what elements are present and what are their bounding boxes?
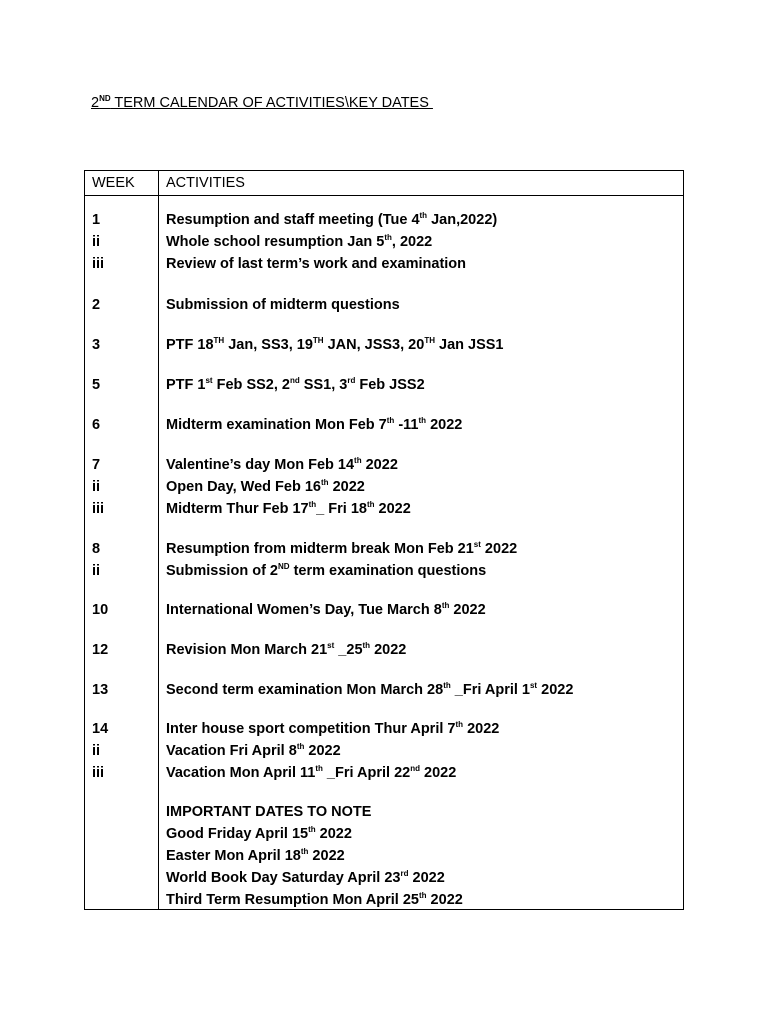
week-cell bbox=[92, 334, 152, 356]
ordinal-suffix: st bbox=[473, 540, 481, 550]
column-divider bbox=[158, 171, 159, 909]
activity-line bbox=[166, 294, 679, 316]
activities-cell bbox=[166, 679, 679, 701]
activity-text: Second term examination Mon March 28 bbox=[166, 682, 444, 698]
activity-text: 2022 bbox=[537, 682, 574, 698]
activities-cell bbox=[166, 334, 679, 356]
activity-text: 2022 bbox=[480, 541, 518, 557]
activity-text: _ Fri 18 bbox=[316, 501, 367, 517]
activities-cell bbox=[166, 718, 679, 784]
week-cell bbox=[92, 454, 152, 520]
activity-line bbox=[166, 498, 679, 520]
activity-text: 2022 bbox=[374, 501, 411, 517]
activities-cell bbox=[166, 374, 679, 396]
calendar-table bbox=[84, 170, 684, 910]
title-text: TERM CALENDAR OF ACTIVITIES\KEY DATES bbox=[110, 95, 433, 111]
ordinal-suffix: nd bbox=[289, 376, 300, 386]
activity-line bbox=[166, 231, 679, 253]
activities-cell bbox=[166, 801, 679, 911]
week-label: 13 bbox=[92, 682, 109, 698]
ordinal-suffix: th bbox=[300, 847, 309, 857]
ordinal-suffix: th bbox=[320, 478, 329, 488]
activity-line bbox=[166, 801, 679, 823]
activity-text: IMPORTANT DATES TO NOTE bbox=[166, 804, 372, 820]
activity-text: 2022 bbox=[426, 892, 463, 908]
ordinal-suffix: th bbox=[308, 825, 316, 835]
ordinal-suffix: th bbox=[315, 764, 323, 774]
activity-text: 2022 bbox=[315, 826, 352, 842]
ordinal-suffix: th bbox=[441, 601, 450, 611]
ordinal-suffix: th bbox=[443, 681, 451, 691]
activity-line bbox=[166, 740, 679, 762]
week-label: 5 bbox=[92, 377, 101, 393]
activities-cell bbox=[166, 538, 679, 582]
activity-text: _Fri April 1 bbox=[450, 682, 530, 698]
ordinal-suffix: th bbox=[308, 500, 317, 510]
activity-line bbox=[166, 679, 679, 701]
activity-text: 2022 bbox=[328, 479, 365, 495]
activity-text: International Women’s Day, Tue March 8 bbox=[166, 602, 442, 618]
ordinal-suffix: th bbox=[419, 211, 428, 221]
activity-text: term examination questions bbox=[289, 563, 487, 579]
activity-text: Inter house sport competition Thur April 7 bbox=[166, 721, 456, 737]
title-prefix: 2 bbox=[91, 95, 100, 111]
activity-text: 2022 bbox=[420, 765, 457, 781]
activity-line bbox=[166, 718, 679, 740]
week-cell bbox=[92, 538, 152, 582]
activities-cell bbox=[166, 209, 679, 275]
activity-text: Third Term Resumption Mon April 25 bbox=[166, 892, 419, 908]
week-label: iii bbox=[92, 501, 105, 517]
activity-text: SS1, 3 bbox=[299, 377, 348, 393]
activity-text: Submission of midterm questions bbox=[166, 297, 400, 313]
activity-text: Midterm examination Mon Feb 7 bbox=[166, 417, 387, 433]
activity-text: Resumption and staff meeting (Tue 4 bbox=[166, 212, 420, 228]
activity-text: -11 bbox=[394, 417, 419, 433]
activity-text: 2022 bbox=[408, 870, 445, 886]
activity-line bbox=[166, 599, 679, 621]
week-label: ii bbox=[92, 479, 101, 495]
activity-text: 2022 bbox=[426, 417, 463, 433]
activity-text: Vacation Mon April 11 bbox=[166, 765, 316, 781]
activity-text: 2022 bbox=[449, 602, 486, 618]
ordinal-suffix: TH bbox=[213, 336, 225, 346]
activity-line bbox=[166, 762, 679, 784]
ordinal-suffix: rd bbox=[347, 376, 356, 386]
activities-column-header: ACTIVITIES bbox=[166, 175, 245, 191]
ordinal-suffix: th bbox=[366, 500, 375, 510]
activity-text: Review of last term’s work and examination bbox=[166, 256, 467, 272]
ordinal-suffix: st bbox=[205, 376, 213, 386]
activity-line bbox=[166, 845, 679, 867]
activity-line bbox=[166, 889, 679, 911]
activity-text: , 2022 bbox=[391, 234, 433, 250]
activity-text: Resumption from midterm break Mon Feb 21 bbox=[166, 541, 474, 557]
activity-text: 2022 bbox=[370, 642, 407, 658]
ordinal-suffix: ND bbox=[278, 562, 290, 572]
ordinal-suffix: th bbox=[354, 456, 362, 466]
week-label: iii bbox=[92, 256, 105, 272]
activity-text: Jan, SS3, 19 bbox=[224, 337, 313, 353]
ordinal-suffix: th bbox=[418, 891, 427, 901]
activities-cell bbox=[166, 599, 679, 621]
activity-text: JAN, JSS3, 20 bbox=[323, 337, 425, 353]
activity-text: Submission of 2 bbox=[166, 563, 278, 579]
activity-text: Easter Mon April 18 bbox=[166, 848, 301, 864]
activity-line bbox=[166, 454, 679, 476]
activity-line bbox=[166, 374, 679, 396]
week-cell bbox=[92, 414, 152, 436]
ordinal-suffix: th bbox=[384, 233, 392, 243]
ordinal-suffix: st bbox=[529, 681, 538, 691]
activity-line bbox=[166, 476, 679, 498]
week-label: 2 bbox=[92, 297, 101, 313]
week-label: 8 bbox=[92, 541, 101, 557]
activity-text: Vacation Fri April 8 bbox=[166, 743, 297, 759]
ordinal-suffix: rd bbox=[400, 869, 409, 879]
activity-text: Jan JSS1 bbox=[434, 337, 504, 353]
activity-line bbox=[166, 334, 679, 356]
week-label: ii bbox=[92, 743, 101, 759]
ordinal-suffix: th bbox=[455, 720, 464, 730]
activities-cell bbox=[166, 414, 679, 436]
week-cell bbox=[92, 718, 152, 784]
activity-line bbox=[166, 253, 679, 275]
activity-text: _25 bbox=[334, 642, 363, 658]
activity-text: Feb JSS2 bbox=[355, 377, 425, 393]
week-cell bbox=[92, 209, 152, 275]
activity-line bbox=[166, 414, 679, 436]
week-label: iii bbox=[92, 765, 105, 781]
activities-cell bbox=[166, 454, 679, 520]
ordinal-suffix: th bbox=[362, 641, 371, 651]
activity-text: Valentine’s day Mon Feb 14 bbox=[166, 457, 355, 473]
activity-line bbox=[166, 560, 679, 582]
activity-line bbox=[166, 639, 679, 661]
week-label: ii bbox=[92, 563, 101, 579]
activity-text: PTF 18 bbox=[166, 337, 214, 353]
activity-text: 2022 bbox=[304, 743, 341, 759]
activity-text: _Fri April 22 bbox=[322, 765, 411, 781]
week-cell bbox=[92, 679, 152, 701]
activity-text: 2022 bbox=[308, 848, 345, 864]
week-label: 3 bbox=[92, 337, 101, 353]
activity-line bbox=[166, 823, 679, 845]
document-title bbox=[91, 95, 433, 111]
ordinal-suffix: th bbox=[296, 742, 305, 752]
activity-text: Feb SS2, 2 bbox=[212, 377, 290, 393]
header-divider bbox=[85, 195, 683, 196]
activity-line bbox=[166, 867, 679, 889]
activity-text: Midterm Thur Feb 17 bbox=[166, 501, 309, 517]
ordinal-suffix: nd bbox=[410, 764, 420, 774]
activity-text: PTF 1 bbox=[166, 377, 206, 393]
ordinal-suffix: TH bbox=[312, 336, 324, 346]
ordinal-suffix: th bbox=[418, 416, 427, 426]
activity-text: Open Day, Wed Feb 16 bbox=[166, 479, 321, 495]
week-label: 10 bbox=[92, 602, 109, 618]
week-cell bbox=[92, 374, 152, 396]
week-label: 7 bbox=[92, 457, 101, 473]
week-column-header: WEEK bbox=[92, 175, 135, 191]
activity-text: World Book Day Saturday April 23 bbox=[166, 870, 401, 886]
week-label: 12 bbox=[92, 642, 109, 658]
week-cell bbox=[92, 599, 152, 621]
week-label: 14 bbox=[92, 721, 109, 737]
activity-line bbox=[166, 209, 679, 231]
activities-cell bbox=[166, 639, 679, 661]
activity-text: Jan,2022) bbox=[427, 212, 498, 228]
ordinal-suffix: st bbox=[327, 641, 335, 651]
week-label: ii bbox=[92, 234, 101, 250]
week-cell bbox=[92, 639, 152, 661]
activity-line bbox=[166, 538, 679, 560]
activity-text: 2022 bbox=[463, 721, 500, 737]
ordinal-suffix: th bbox=[386, 416, 395, 426]
week-cell bbox=[92, 294, 152, 316]
activity-text: Revision Mon March 21 bbox=[166, 642, 328, 658]
week-label: 6 bbox=[92, 417, 101, 433]
week-label: 1 bbox=[92, 212, 101, 228]
title-superscript: ND bbox=[99, 94, 111, 104]
ordinal-suffix: TH bbox=[424, 336, 435, 346]
activities-cell bbox=[166, 294, 679, 316]
activity-text: Whole school resumption Jan 5 bbox=[166, 234, 385, 250]
activity-text: 2022 bbox=[361, 457, 398, 473]
activity-text: Good Friday April 15 bbox=[166, 826, 309, 842]
